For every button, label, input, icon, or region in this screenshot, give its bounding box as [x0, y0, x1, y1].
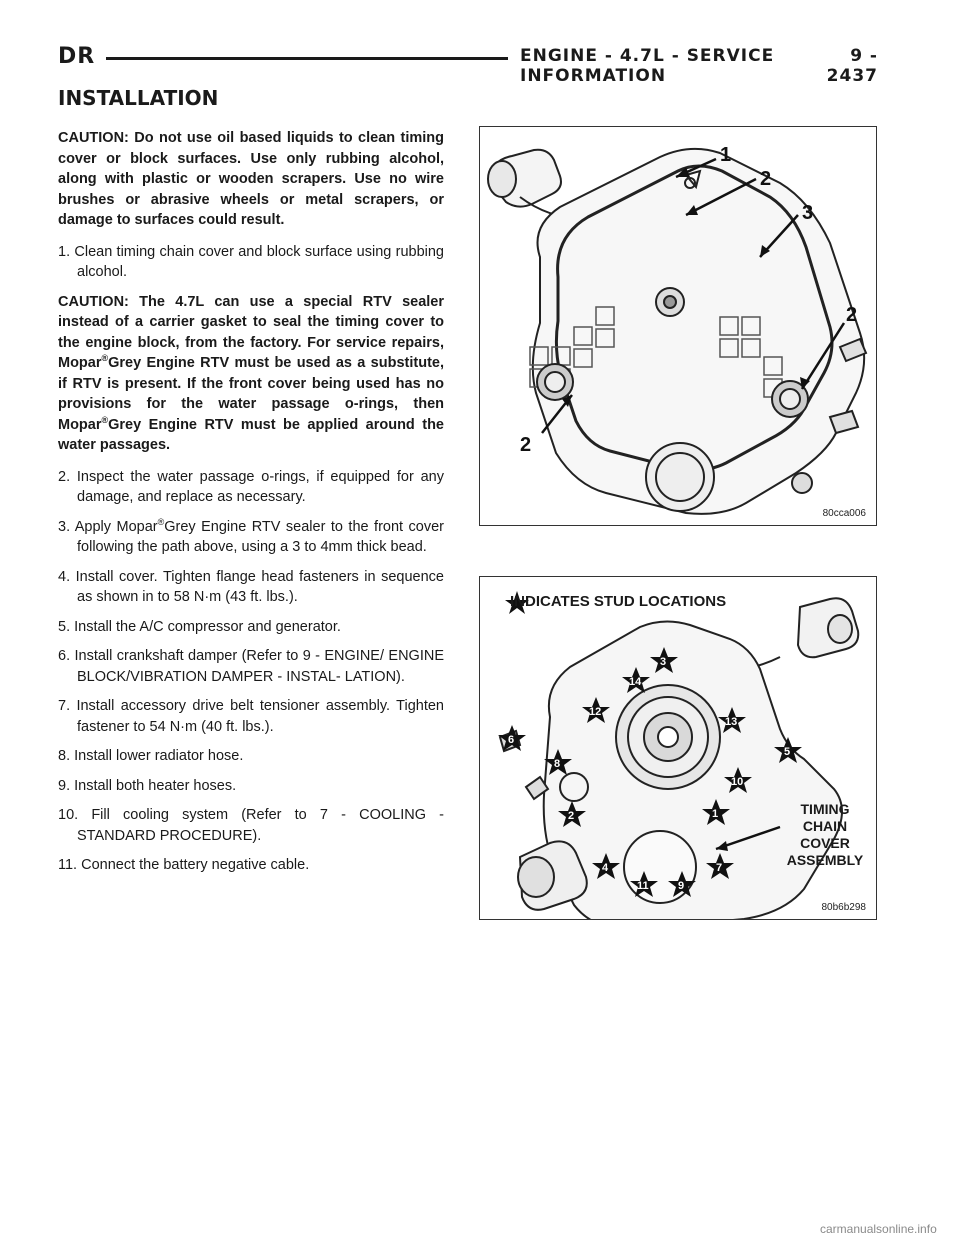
bolt-8: 8: [554, 758, 561, 770]
step-9: 9. Install both heater hoses.: [58, 777, 237, 794]
timing-chain-cover-label: TIMING CHAIN COVER ASSEMBLY: [786, 801, 864, 868]
section-title: INSTALLATION: [58, 86, 219, 110]
step-4: 4. Install cover. Tighten flange head fasteners in sequence as shown in to 58 N·m (43 ft. lbs.).: [58, 568, 444, 605]
bolt-12: 12: [589, 706, 602, 718]
text-column: [58, 128, 444, 885]
caution-rtv: CAUTION: The 4.7L can use a special RTV sealer instead of a carrier gasket to seal the timing cover to the engine block, from the factory. For service repairs, Mopar®Grey Engine RTV must be used as a substitute, if RTV is present. If the front cover being used has no provisions for the water passage o-rings, then Mopar®Grey Engine RTV must be applied around the water passages.: [58, 293, 444, 453]
step-3: 3. Apply Mopar®Grey Engine RTV sealer to the front cover following the path above, using a 3 to 4mm thick bead.: [58, 516, 444, 555]
step-5: 5. Install the A/C compressor and generator.: [58, 618, 341, 635]
bolt-2: 2: [568, 810, 575, 822]
header-title: ENGINE - 4.7L - SERVICE INFORMATION: [520, 46, 775, 86]
callout-2a: 2: [760, 168, 772, 190]
callout-2b: 2: [846, 304, 858, 326]
bolt-1: 1: [712, 808, 719, 820]
figure-code: 80b6b298: [821, 902, 866, 913]
bolt-3: 3: [660, 656, 667, 668]
caution-cleaning: CAUTION: Do not use oil based liquids to clean timing cover or block surfaces. Use only rubbing alcohol, along with plastic or wooden scrapers. Use no wire brushes or abrasive wheels or metal scrapers, or damage to surfaces could result.: [58, 130, 444, 228]
manual-code: DR: [58, 44, 96, 69]
bolt-10: 10: [731, 776, 744, 788]
step-6: 6. Install crankshaft damper (Refer to 9 - ENGINE/ ENGINE BLOCK/VIBRATION DAMPER - INSTAL- LATION).: [58, 648, 444, 685]
figure-bolt-sequence: [479, 576, 877, 920]
page-number: 9 - 2437: [826, 46, 878, 86]
step-1: 1. Clean timing chain cover and block surface using rubbing alcohol.: [58, 243, 444, 280]
watermark: carmanualsonline.info: [820, 1222, 937, 1236]
bolt-14: 14: [629, 676, 642, 688]
step-2: 2. Inspect the water passage o-rings, if equipped for any damage, and replace as necessary.: [58, 468, 444, 505]
step-10: 10. Fill cooling system (Refer to 7 - COOLING - STANDARD PROCEDURE).: [58, 807, 444, 844]
stud-legend: INDICATES STUD LOCATIONS: [510, 593, 727, 610]
step-7: 7. Install accessory drive belt tensioner assembly. Tighten fastener to 54 N·m (40 ft. lbs.).: [58, 698, 444, 735]
step-11: 11. Connect the battery negative cable.: [58, 857, 310, 873]
callout-2c: 2: [520, 434, 532, 456]
figure-code: 80cca006: [822, 508, 866, 519]
callout-1: 1: [720, 144, 732, 166]
callout-3: 3: [802, 202, 814, 224]
bolt-9: 9: [678, 880, 685, 892]
bolt-6: 6: [508, 734, 515, 746]
header-rule: [106, 57, 508, 60]
bolt-13: 13: [725, 716, 738, 728]
bolt-5: 5: [784, 746, 791, 758]
timing-cover-illustration: [480, 127, 876, 525]
bolt-4: 4: [602, 862, 609, 874]
bolt-11: 11: [637, 880, 649, 892]
page-header: [58, 40, 878, 86]
step-8: 8. Install lower radiator hose.: [58, 748, 244, 764]
figure-timing-cover-seal: [479, 126, 877, 526]
bolt-7: 7: [716, 862, 723, 874]
